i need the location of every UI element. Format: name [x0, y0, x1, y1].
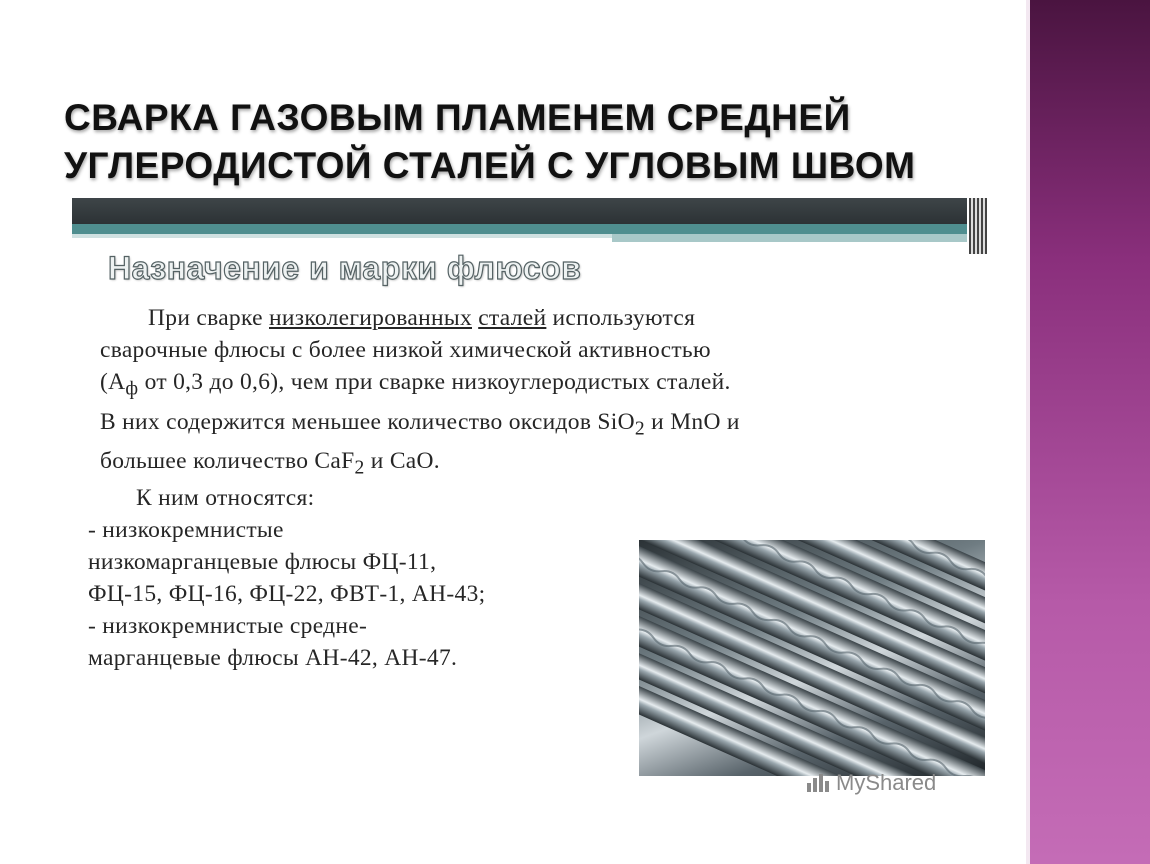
link-steels[interactable]: сталей	[478, 305, 547, 331]
slide-title	[64, 94, 1004, 190]
paragraph-text: и CaO.	[364, 448, 440, 475]
paragraph-line-5	[100, 445, 990, 485]
myshared-logo-icon	[806, 773, 830, 793]
paragraph-line-3	[100, 366, 990, 406]
watermark-text: MyShared	[836, 770, 937, 795]
banner-dark-bar	[72, 198, 967, 224]
paragraph-line-2: сварочные флюсы с более низкой химической активностью	[100, 337, 711, 363]
paragraph-text: большее количество CaF	[100, 448, 355, 475]
subscript: 2	[354, 458, 365, 480]
paragraph-text: используются	[546, 305, 696, 331]
list-item: ФЦ-15, ФЦ-16, ФЦ-22, ФВТ-1, АН-43;	[88, 581, 486, 607]
rebar-illustration	[639, 540, 985, 776]
side-band-edge	[1026, 0, 1030, 864]
section-subtitle: Назначение и марки флюсов	[108, 250, 582, 286]
banner-light-bar-2	[612, 234, 967, 242]
subscript: 2	[634, 418, 645, 440]
banner-light-bar	[72, 234, 612, 238]
paragraph-line-1	[100, 302, 990, 334]
decorative-side-band	[1026, 0, 1150, 864]
subscript: ф	[125, 378, 139, 400]
list-intro-text: К ним относятся:	[136, 485, 315, 511]
list-item: низкомарганцевые флюсы ФЦ-11,	[88, 549, 437, 575]
steel-rebar-photo	[639, 540, 985, 776]
paragraph-text: В них содержится меньшее количество оксидов SiO	[100, 408, 635, 435]
link-low-alloy[interactable]: низколегированных	[269, 305, 472, 331]
paragraph-text: (А	[100, 369, 126, 395]
decorative-banner	[72, 198, 987, 254]
paragraph-text: При сварке	[148, 305, 270, 331]
paragraph-line-4	[100, 406, 990, 446]
list-item: - низкокремнистые	[88, 517, 284, 543]
slide-title-line-2: УГЛЕРОДИСТОЙ СТАЛЕЙ С УГЛОВЫМ ШВОМ	[64, 145, 916, 186]
flux-list	[88, 482, 628, 674]
list-intro	[88, 482, 628, 514]
myshared-watermark	[806, 770, 936, 796]
paragraph-text: и MnO и	[644, 408, 740, 435]
banner-teal-bar	[72, 224, 967, 234]
paragraph-text: от 0,3 до 0,6), чем при сварке низкоуглеродистых сталей.	[138, 369, 731, 395]
slide-title-line-1: СВАРКА ГАЗОВЫМ ПЛАМЕНЕМ СРЕДНЕЙ	[64, 97, 851, 138]
list-item: - низкокремнистые средне-	[88, 613, 368, 639]
banner-stripes	[969, 198, 987, 254]
body-paragraph	[100, 302, 990, 485]
list-item: марганцевые флюсы АН-42, АН-47.	[88, 645, 458, 671]
